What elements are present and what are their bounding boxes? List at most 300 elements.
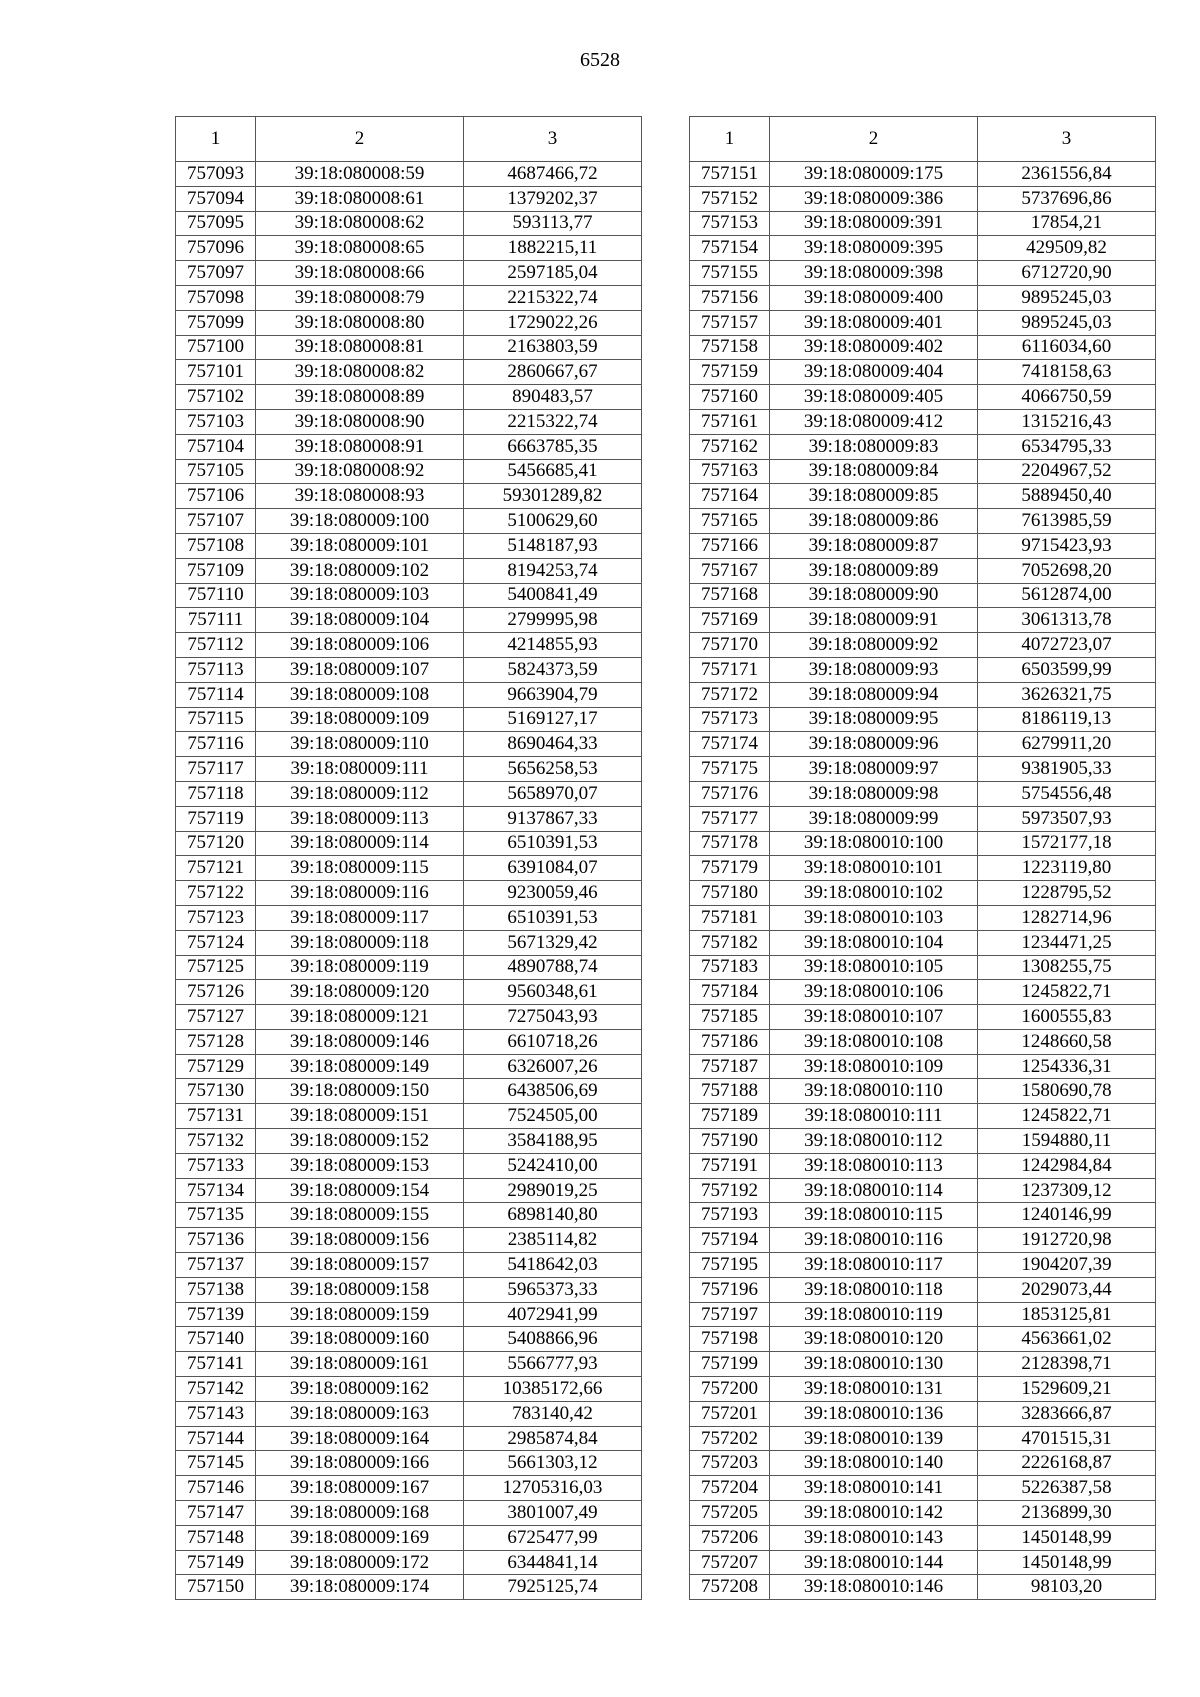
table-row (176, 1401, 642, 1426)
cadastral-number-cell: 39:18:080010:131 (770, 1377, 978, 1402)
cadastral-number-cell: 39:18:080009:114 (256, 831, 464, 856)
cadastral-number-cell: 39:18:080008:80 (256, 310, 464, 335)
table-row (690, 757, 1156, 782)
cadastral-number-cell: 39:18:080009:412 (770, 409, 978, 434)
cadastral-number-cell: 39:18:080009:146 (256, 1029, 464, 1054)
row-number-cell: 757197 (690, 1302, 770, 1327)
table-row (176, 1178, 642, 1203)
table-row (176, 335, 642, 360)
value-cell: 5400841,49 (464, 583, 642, 608)
table-row (690, 335, 1156, 360)
cadastral-number-cell: 39:18:080010:113 (770, 1153, 978, 1178)
cadastral-number-cell: 39:18:080009:86 (770, 509, 978, 534)
value-cell: 6279911,20 (978, 732, 1156, 757)
row-number-cell: 757113 (176, 657, 256, 682)
cadastral-number-cell: 39:18:080008:66 (256, 261, 464, 286)
value-cell: 10385172,66 (464, 1377, 642, 1402)
cadastral-number-cell: 39:18:080009:157 (256, 1253, 464, 1278)
cadastral-number-cell: 39:18:080009:96 (770, 732, 978, 757)
column-header-1: 1 (176, 117, 256, 162)
table-row (176, 856, 642, 881)
cadastral-number-cell: 39:18:080009:83 (770, 434, 978, 459)
table-row (690, 236, 1156, 261)
value-cell: 429509,82 (978, 236, 1156, 261)
cadastral-number-cell: 39:18:080010:143 (770, 1525, 978, 1550)
row-number-cell: 757108 (176, 533, 256, 558)
cadastral-number-cell: 39:18:080009:400 (770, 285, 978, 310)
row-number-cell: 757137 (176, 1253, 256, 1278)
cadastral-number-cell: 39:18:080009:110 (256, 732, 464, 757)
row-number-cell: 757202 (690, 1426, 770, 1451)
row-number-cell: 757181 (690, 905, 770, 930)
cadastral-number-cell: 39:18:080009:169 (256, 1525, 464, 1550)
column-header-3: 3 (464, 117, 642, 162)
table-row (690, 1153, 1156, 1178)
table-row (176, 1352, 642, 1377)
row-number-cell: 757208 (690, 1575, 770, 1600)
table-row (690, 1401, 1156, 1426)
table-row (176, 732, 642, 757)
row-number-cell: 757123 (176, 905, 256, 930)
value-cell: 8194253,74 (464, 558, 642, 583)
table-row (690, 1228, 1156, 1253)
cadastral-number-cell: 39:18:080009:174 (256, 1575, 464, 1600)
cadastral-number-cell: 39:18:080009:119 (256, 955, 464, 980)
cadastral-number-cell: 39:18:080009:161 (256, 1352, 464, 1377)
table-row (690, 806, 1156, 831)
cadastral-number-cell: 39:18:080009:150 (256, 1079, 464, 1104)
table-row (690, 682, 1156, 707)
table-row (690, 484, 1156, 509)
value-cell: 4066750,59 (978, 385, 1156, 410)
cadastral-number-cell: 39:18:080009:115 (256, 856, 464, 881)
table-row (176, 236, 642, 261)
row-number-cell: 757195 (690, 1253, 770, 1278)
row-number-cell: 757110 (176, 583, 256, 608)
row-number-cell: 757125 (176, 955, 256, 980)
row-number-cell: 757134 (176, 1178, 256, 1203)
cadastral-number-cell: 39:18:080009:94 (770, 682, 978, 707)
left-table (175, 116, 642, 1600)
value-cell: 9381905,33 (978, 757, 1156, 782)
table-row (176, 360, 642, 385)
left-table-body (176, 162, 642, 1600)
table-row (176, 1129, 642, 1154)
row-number-cell: 757139 (176, 1302, 256, 1327)
value-cell: 98103,20 (978, 1575, 1156, 1600)
cadastral-number-cell: 39:18:080010:118 (770, 1277, 978, 1302)
table-row (176, 385, 642, 410)
cadastral-number-cell: 39:18:080010:111 (770, 1104, 978, 1129)
cadastral-number-cell: 39:18:080009:398 (770, 261, 978, 286)
row-number-cell: 757184 (690, 980, 770, 1005)
value-cell: 9663904,79 (464, 682, 642, 707)
table-row (176, 1228, 642, 1253)
table-row (176, 980, 642, 1005)
row-number-cell: 757177 (690, 806, 770, 831)
row-number-cell: 757130 (176, 1079, 256, 1104)
table-row (176, 905, 642, 930)
table-row (690, 533, 1156, 558)
row-number-cell: 757148 (176, 1525, 256, 1550)
row-number-cell: 757155 (690, 261, 770, 286)
cadastral-number-cell: 39:18:080008:93 (256, 484, 464, 509)
row-number-cell: 757191 (690, 1153, 770, 1178)
value-cell: 9895245,03 (978, 310, 1156, 335)
row-number-cell: 757152 (690, 186, 770, 211)
table-row (690, 905, 1156, 930)
row-number-cell: 757100 (176, 335, 256, 360)
value-cell: 4687466,72 (464, 162, 642, 187)
table-row (690, 1079, 1156, 1104)
row-number-cell: 757171 (690, 657, 770, 682)
row-number-cell: 757102 (176, 385, 256, 410)
table-row (690, 881, 1156, 906)
value-cell: 6391084,07 (464, 856, 642, 881)
table-row (176, 211, 642, 236)
row-number-cell: 757196 (690, 1277, 770, 1302)
table-row (690, 211, 1156, 236)
value-cell: 6503599,99 (978, 657, 1156, 682)
value-cell: 9560348,61 (464, 980, 642, 1005)
cadastral-number-cell: 39:18:080010:117 (770, 1253, 978, 1278)
table-row (690, 409, 1156, 434)
value-cell: 5148187,93 (464, 533, 642, 558)
page-number: 6528 (580, 49, 620, 71)
value-cell: 2204967,52 (978, 459, 1156, 484)
value-cell: 7613985,59 (978, 509, 1156, 534)
table-row (690, 1104, 1156, 1129)
column-header-2: 2 (256, 117, 464, 162)
value-cell: 5418642,03 (464, 1253, 642, 1278)
cadastral-number-cell: 39:18:080009:95 (770, 707, 978, 732)
cadastral-number-cell: 39:18:080010:142 (770, 1501, 978, 1526)
cadastral-number-cell: 39:18:080009:108 (256, 682, 464, 707)
value-cell: 6898140,80 (464, 1203, 642, 1228)
row-number-cell: 757159 (690, 360, 770, 385)
row-number-cell: 757189 (690, 1104, 770, 1129)
row-number-cell: 757172 (690, 682, 770, 707)
table-row (176, 1277, 642, 1302)
cadastral-number-cell: 39:18:080009:98 (770, 781, 978, 806)
cadastral-number-cell: 39:18:080010:120 (770, 1327, 978, 1352)
value-cell: 5965373,33 (464, 1277, 642, 1302)
cadastral-number-cell: 39:18:080009:154 (256, 1178, 464, 1203)
value-cell: 6663785,35 (464, 434, 642, 459)
row-number-cell: 757104 (176, 434, 256, 459)
value-cell: 1529609,21 (978, 1377, 1156, 1402)
table-row (690, 558, 1156, 583)
row-number-cell: 757132 (176, 1129, 256, 1154)
table-row (176, 757, 642, 782)
row-number-cell: 757176 (690, 781, 770, 806)
value-cell: 2163803,59 (464, 335, 642, 360)
cadastral-number-cell: 39:18:080009:102 (256, 558, 464, 583)
cadastral-number-cell: 39:18:080008:82 (256, 360, 464, 385)
cadastral-number-cell: 39:18:080010:102 (770, 881, 978, 906)
table-row (690, 509, 1156, 534)
row-number-cell: 757136 (176, 1228, 256, 1253)
cadastral-number-cell: 39:18:080009:153 (256, 1153, 464, 1178)
value-cell: 2029073,44 (978, 1277, 1156, 1302)
table-row (690, 1005, 1156, 1030)
value-cell: 2989019,25 (464, 1178, 642, 1203)
row-number-cell: 757169 (690, 608, 770, 633)
table-row (176, 558, 642, 583)
value-cell: 5658970,07 (464, 781, 642, 806)
value-cell: 5169127,17 (464, 707, 642, 732)
row-number-cell: 757174 (690, 732, 770, 757)
row-number-cell: 757116 (176, 732, 256, 757)
cadastral-number-cell: 39:18:080010:130 (770, 1352, 978, 1377)
table-row (176, 533, 642, 558)
table-row (690, 1302, 1156, 1327)
row-number-cell: 757138 (176, 1277, 256, 1302)
value-cell: 1594880,11 (978, 1129, 1156, 1154)
row-number-cell: 757167 (690, 558, 770, 583)
cadastral-number-cell: 39:18:080009:401 (770, 310, 978, 335)
value-cell: 3584188,95 (464, 1129, 642, 1154)
table-row (690, 1129, 1156, 1154)
cadastral-number-cell: 39:18:080010:119 (770, 1302, 978, 1327)
cadastral-number-cell: 39:18:080009:152 (256, 1129, 464, 1154)
table-row (176, 1079, 642, 1104)
table-row (690, 1178, 1156, 1203)
table-row (690, 162, 1156, 187)
cadastral-number-cell: 39:18:080008:62 (256, 211, 464, 236)
row-number-cell: 757146 (176, 1476, 256, 1501)
column-header-3: 3 (978, 117, 1156, 162)
row-number-cell: 757206 (690, 1525, 770, 1550)
cadastral-number-cell: 39:18:080010:141 (770, 1476, 978, 1501)
value-cell: 4214855,93 (464, 633, 642, 658)
value-cell: 1245822,71 (978, 1104, 1156, 1129)
table-row (690, 1352, 1156, 1377)
row-number-cell: 757178 (690, 831, 770, 856)
row-number-cell: 757095 (176, 211, 256, 236)
row-number-cell: 757127 (176, 1005, 256, 1030)
value-cell: 1308255,75 (978, 955, 1156, 980)
table-row (176, 633, 642, 658)
cadastral-number-cell: 39:18:080010:139 (770, 1426, 978, 1451)
value-cell: 1254336,31 (978, 1054, 1156, 1079)
table-row (176, 1426, 642, 1451)
cadastral-number-cell: 39:18:080009:100 (256, 509, 464, 534)
row-number-cell: 757180 (690, 881, 770, 906)
row-number-cell: 757115 (176, 707, 256, 732)
table-row (690, 707, 1156, 732)
cadastral-number-cell: 39:18:080008:91 (256, 434, 464, 459)
table-row (176, 434, 642, 459)
table-row (690, 1203, 1156, 1228)
table-row (690, 186, 1156, 211)
table-row (690, 1426, 1156, 1451)
row-number-cell: 757205 (690, 1501, 770, 1526)
value-cell: 6116034,60 (978, 335, 1156, 360)
cadastral-number-cell: 39:18:080010:101 (770, 856, 978, 881)
row-number-cell: 757150 (176, 1575, 256, 1600)
cadastral-number-cell: 39:18:080009:163 (256, 1401, 464, 1426)
row-number-cell: 757122 (176, 881, 256, 906)
value-cell: 6725477,99 (464, 1525, 642, 1550)
row-number-cell: 757200 (690, 1377, 770, 1402)
value-cell: 1223119,80 (978, 856, 1156, 881)
cadastral-number-cell: 39:18:080010:144 (770, 1550, 978, 1575)
table-row (690, 459, 1156, 484)
value-cell: 5973507,93 (978, 806, 1156, 831)
value-cell: 1580690,78 (978, 1079, 1156, 1104)
cadastral-number-cell: 39:18:080009:167 (256, 1476, 464, 1501)
value-cell: 1242984,84 (978, 1153, 1156, 1178)
value-cell: 1315216,43 (978, 409, 1156, 434)
table-row (690, 360, 1156, 385)
column-header-1: 1 (690, 117, 770, 162)
value-cell: 17854,21 (978, 211, 1156, 236)
table-row (176, 1005, 642, 1030)
table-row (690, 1029, 1156, 1054)
table-row (176, 831, 642, 856)
cadastral-number-cell: 39:18:080010:112 (770, 1129, 978, 1154)
cadastral-number-cell: 39:18:080009:404 (770, 360, 978, 385)
row-number-cell: 757187 (690, 1054, 770, 1079)
value-cell: 5612874,00 (978, 583, 1156, 608)
cadastral-number-cell: 39:18:080010:140 (770, 1451, 978, 1476)
value-cell: 1572177,18 (978, 831, 1156, 856)
table-row (690, 732, 1156, 757)
value-cell: 6326007,26 (464, 1054, 642, 1079)
table-row (690, 781, 1156, 806)
row-number-cell: 757106 (176, 484, 256, 509)
table-row (176, 484, 642, 509)
value-cell: 5456685,41 (464, 459, 642, 484)
value-cell: 9715423,93 (978, 533, 1156, 558)
table-row (176, 657, 642, 682)
value-cell: 5661303,12 (464, 1451, 642, 1476)
cadastral-number-cell: 39:18:080010:107 (770, 1005, 978, 1030)
row-number-cell: 757185 (690, 1005, 770, 1030)
cadastral-number-cell: 39:18:080010:105 (770, 955, 978, 980)
table-row (690, 1575, 1156, 1600)
row-number-cell: 757160 (690, 385, 770, 410)
row-number-cell: 757186 (690, 1029, 770, 1054)
row-number-cell: 757147 (176, 1501, 256, 1526)
row-number-cell: 757114 (176, 682, 256, 707)
row-number-cell: 757131 (176, 1104, 256, 1129)
cadastral-number-cell: 39:18:080010:100 (770, 831, 978, 856)
value-cell: 3801007,49 (464, 1501, 642, 1526)
cadastral-number-cell: 39:18:080010:104 (770, 930, 978, 955)
cadastral-number-cell: 39:18:080010:110 (770, 1079, 978, 1104)
cadastral-number-cell: 39:18:080010:109 (770, 1054, 978, 1079)
value-cell: 1853125,81 (978, 1302, 1156, 1327)
cadastral-number-cell: 39:18:080010:146 (770, 1575, 978, 1600)
value-cell: 6534795,33 (978, 434, 1156, 459)
table-row (176, 1153, 642, 1178)
table-row (690, 1451, 1156, 1476)
cadastral-number-cell: 39:18:080009:402 (770, 335, 978, 360)
value-cell: 1228795,52 (978, 881, 1156, 906)
cadastral-number-cell: 39:18:080008:90 (256, 409, 464, 434)
row-number-cell: 757097 (176, 261, 256, 286)
value-cell: 4890788,74 (464, 955, 642, 980)
value-cell: 783140,42 (464, 1401, 642, 1426)
row-number-cell: 757192 (690, 1178, 770, 1203)
table-row (690, 385, 1156, 410)
cadastral-number-cell: 39:18:080009:103 (256, 583, 464, 608)
row-number-cell: 757164 (690, 484, 770, 509)
row-number-cell: 757153 (690, 211, 770, 236)
row-number-cell: 757126 (176, 980, 256, 1005)
table-row (176, 1104, 642, 1129)
cadastral-number-cell: 39:18:080009:395 (770, 236, 978, 261)
cadastral-number-cell: 39:18:080009:162 (256, 1377, 464, 1402)
row-number-cell: 757096 (176, 236, 256, 261)
value-cell: 2215322,74 (464, 409, 642, 434)
cadastral-number-cell: 39:18:080009:107 (256, 657, 464, 682)
table-row (690, 1476, 1156, 1501)
table-row (690, 285, 1156, 310)
value-cell: 7524505,00 (464, 1104, 642, 1129)
row-number-cell: 757204 (690, 1476, 770, 1501)
row-number-cell: 757099 (176, 310, 256, 335)
row-number-cell: 757193 (690, 1203, 770, 1228)
value-cell: 2985874,84 (464, 1426, 642, 1451)
row-number-cell: 757112 (176, 633, 256, 658)
row-number-cell: 757188 (690, 1079, 770, 1104)
value-cell: 5226387,58 (978, 1476, 1156, 1501)
table-row (176, 682, 642, 707)
table-row (176, 806, 642, 831)
value-cell: 7925125,74 (464, 1575, 642, 1600)
row-number-cell: 757121 (176, 856, 256, 881)
row-number-cell: 757158 (690, 335, 770, 360)
row-number-cell: 757124 (176, 930, 256, 955)
cadastral-number-cell: 39:18:080009:172 (256, 1550, 464, 1575)
row-number-cell: 757117 (176, 757, 256, 782)
table-row (690, 583, 1156, 608)
cadastral-number-cell: 39:18:080009:89 (770, 558, 978, 583)
cadastral-number-cell: 39:18:080010:103 (770, 905, 978, 930)
value-cell: 2860667,67 (464, 360, 642, 385)
table-row (176, 1575, 642, 1600)
value-cell: 3283666,87 (978, 1401, 1156, 1426)
value-cell: 1379202,37 (464, 186, 642, 211)
table-row (690, 1327, 1156, 1352)
row-number-cell: 757101 (176, 360, 256, 385)
row-number-cell: 757098 (176, 285, 256, 310)
value-cell: 2799995,98 (464, 608, 642, 633)
table-row (176, 1550, 642, 1575)
table-row (690, 1550, 1156, 1575)
cadastral-number-cell: 39:18:080009:104 (256, 608, 464, 633)
table-row (690, 831, 1156, 856)
value-cell: 1904207,39 (978, 1253, 1156, 1278)
cadastral-number-cell: 39:18:080009:101 (256, 533, 464, 558)
row-number-cell: 757093 (176, 162, 256, 187)
table-row (176, 1476, 642, 1501)
value-cell: 2226168,87 (978, 1451, 1156, 1476)
row-number-cell: 757105 (176, 459, 256, 484)
value-cell: 6510391,53 (464, 831, 642, 856)
row-number-cell: 757156 (690, 285, 770, 310)
value-cell: 1237309,12 (978, 1178, 1156, 1203)
row-number-cell: 757151 (690, 162, 770, 187)
cadastral-number-cell: 39:18:080009:116 (256, 881, 464, 906)
value-cell: 6438506,69 (464, 1079, 642, 1104)
value-cell: 5737696,86 (978, 186, 1156, 211)
cadastral-number-cell: 39:18:080009:149 (256, 1054, 464, 1079)
row-number-cell: 757143 (176, 1401, 256, 1426)
